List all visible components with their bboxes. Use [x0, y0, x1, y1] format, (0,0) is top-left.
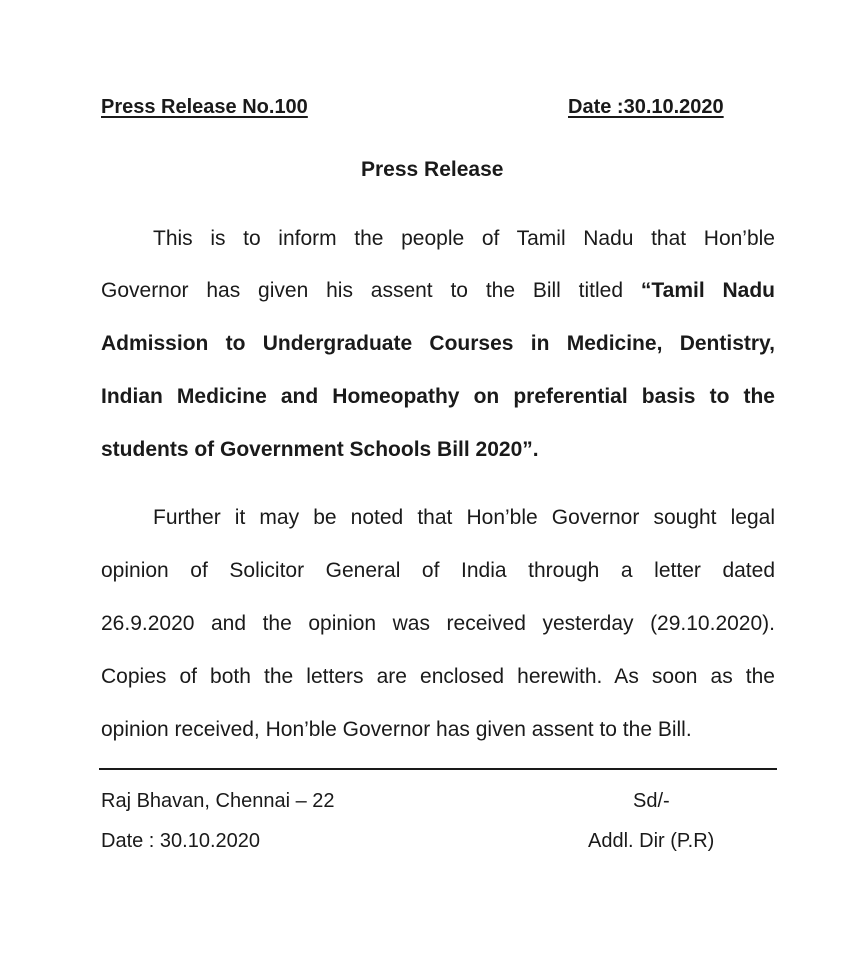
- signed-mark: Sd/-: [633, 790, 670, 812]
- bill-title-line2: Indian Medicine and Homeopathy on preferential basis to the: [101, 385, 775, 408]
- release-number: Press Release No.100: [101, 96, 308, 118]
- para1-line1: This is to inform the people of Tamil Nadu that Hon’ble: [153, 227, 775, 250]
- bill-title-line1: Admission to Undergraduate Courses in Medicine, Dentistry,: [101, 332, 775, 355]
- bill-title-line3: students of Government Schools Bill 2020”.: [101, 438, 539, 461]
- para1-line2: [101, 278, 775, 304]
- para2-line1: Further it may be noted that Hon’ble Governor sought legal: [153, 506, 775, 529]
- para2-line2: opinion of Solicitor General of India through a letter dated: [101, 559, 775, 582]
- para1-line2-text: Governor has given his assent to the Bill titled: [101, 279, 641, 302]
- para2-line5: opinion received, Hon’ble Governor has given assent to the Bill.: [101, 718, 692, 741]
- footer-place: Raj Bhavan, Chennai – 22: [101, 790, 335, 812]
- bill-title-start: “Tamil Nadu: [640, 279, 775, 302]
- release-date: Date :30.10.2020: [568, 96, 724, 118]
- para2-line3: 26.9.2020 and the opinion was received yesterday (29.10.2020).: [101, 612, 775, 635]
- page-title: Press Release: [361, 158, 504, 181]
- footer-divider: [99, 768, 777, 770]
- signatory: Addl. Dir (P.R): [588, 830, 715, 852]
- footer-date: Date : 30.10.2020: [101, 830, 261, 852]
- para2-line4: Copies of both the letters are enclosed herewith. As soon as the: [101, 665, 775, 688]
